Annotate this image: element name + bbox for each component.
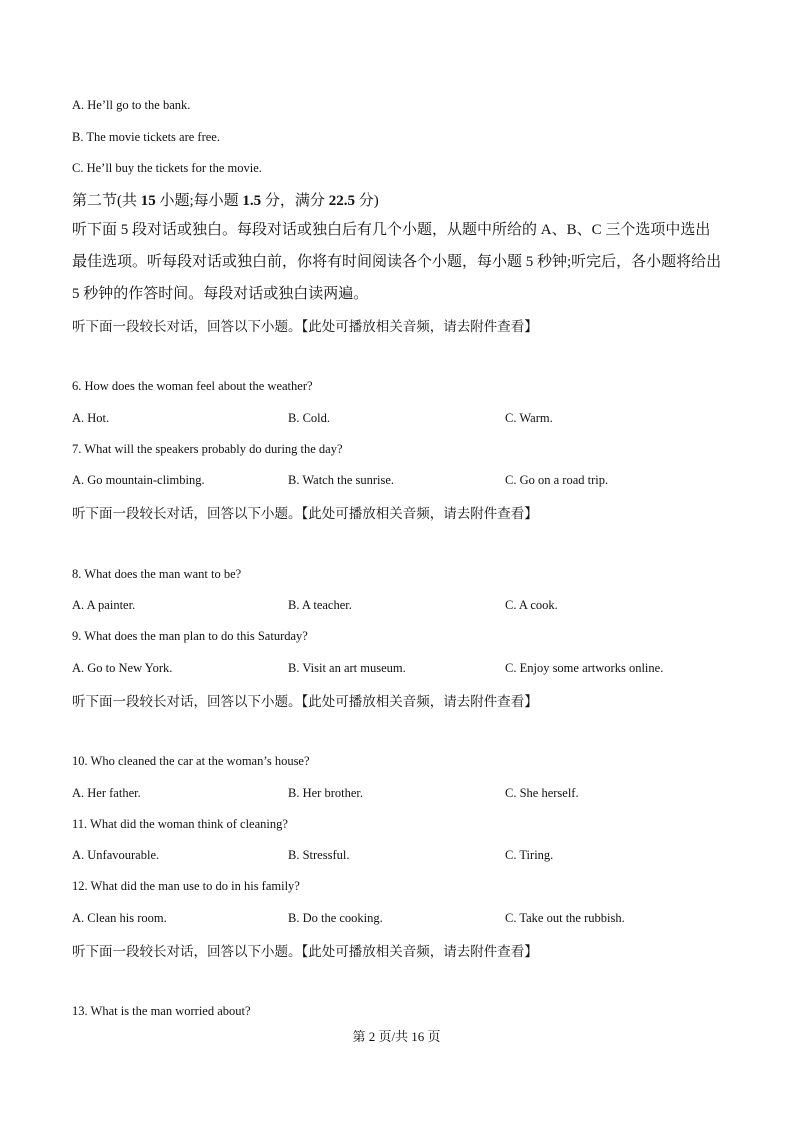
question-10: 10. Who cleaned the car at the woman’s house? [72,754,310,768]
option-a: A. A painter. [72,598,136,612]
option-a: A. Go to New York. [72,661,173,675]
option-a: A. Unfavourable. [72,848,160,862]
option-a: A. Clean his room. [72,911,167,925]
option-c: C. Tiring. [505,848,554,862]
option-b: B. The movie tickets are free. [72,130,220,144]
option-a: A. Hot. [72,411,110,425]
question-12: 12. What did the man use to do in his family? [72,879,300,893]
option-b: B. A teacher. [288,598,352,612]
option-a: A. He’ll go to the bank. [72,98,191,112]
option-b: B. Her brother. [288,786,363,800]
page-footer: 第 2 页/共 16 页 [352,1029,441,1044]
listen-prompt: 听下面一段较长对话，回答以下小题。【此处可播放相关音频，请去附件查看】 [72,694,538,709]
question-6: 6. How does the woman feel about the weather? [72,379,313,393]
option-b: B. Watch the sunrise. [288,473,395,487]
option-c: C. Go on a road trip. [505,473,609,487]
question-7: 7. What will the speakers probably do during the day? [72,442,343,456]
listen-prompt: 听下面一段较长对话，回答以下小题。【此处可播放相关音频，请去附件查看】 [72,506,538,521]
option-a: A. Her father. [72,786,141,800]
section-heading: 第二节(共 15 小题;每小题 1.5 分，满分 22.5 分) [72,193,379,209]
option-b: B. Stressful. [288,848,350,862]
option-c: C. A cook. [505,598,558,612]
question-8: 8. What does the man want to be? [72,567,242,581]
option-c: C. Take out the rubbish. [505,911,625,925]
listen-prompt: 听下面一段较长对话，回答以下小题。【此处可播放相关音频，请去附件查看】 [72,944,538,959]
option-c: C. Warm. [505,411,553,425]
section-instruction: 听下面 5 段对话或独白。每段对话或独白后有几个小题，从题中所给的 A、B、C 三个选项中选出最佳选项。听每段对话或独白前，你将有时间阅读各个小题，每小题 5 秒钟;听完后，各小题将给出 5 秒钟的作答时间。每段对话或独白读两遍。 [72,222,722,302]
option-c: C. She herself. [505,786,579,800]
option-b: B. Visit an art museum. [288,661,406,675]
listen-prompt: 听下面一段较长对话，回答以下小题。【此处可播放相关音频，请去附件查看】 [72,319,538,334]
question-9: 9. What does the man plan to do this Saturday? [72,629,308,643]
question-11: 11. What did the woman think of cleaning? [72,817,288,831]
option-c: C. He’ll buy the tickets for the movie. [72,161,262,175]
question-13: 13. What is the man worried about? [72,1004,251,1018]
option-a: A. Go mountain-climbing. [72,473,205,487]
option-b: B. Do the cooking. [288,911,383,925]
option-c: C. Enjoy some artworks online. [505,661,664,675]
option-b: B. Cold. [288,411,331,425]
